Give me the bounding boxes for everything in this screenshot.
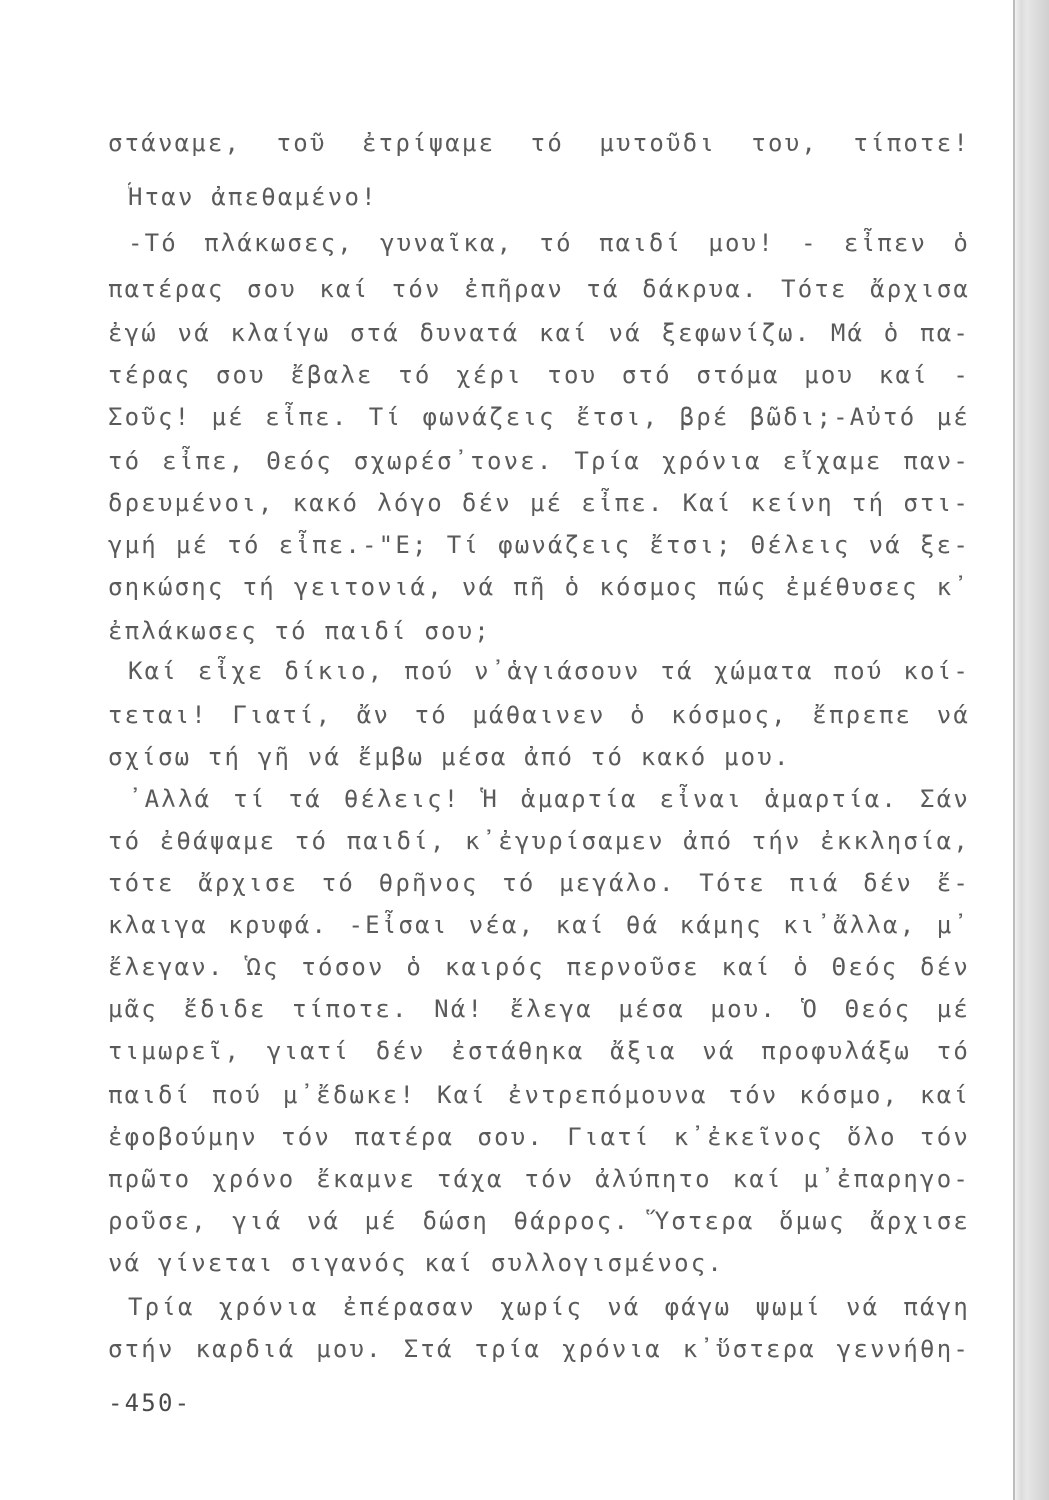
text-line: τέρας σου ἔβαλε τό χέρι του στό στόμα μου καί - [108, 361, 970, 389]
text-line: ἐπλάκωσες τό παιδί σου; [108, 617, 491, 645]
page-edge-shadow [1015, 0, 1049, 1500]
text-line: Καί εἶχε δίκιο, πού ν᾽ἁγιάσουν τά χώματα πού κοί- [128, 657, 970, 685]
text-line: τεται! Γιατί, ἄν τό μάθαινεν ὁ κόσμος, ἔπρεπε νά [108, 701, 970, 729]
text-line: κλαιγα κρυφά. -Εἶσαι νέα, καί θά κάμης κι᾽ἄλλα, μ᾽ [108, 911, 970, 939]
text-line: σηκώσης τή γειτονιά, νά πῆ ὁ κόσμος πώς ἐμέθυσες κ᾽ [108, 573, 970, 601]
text-line: στήν καρδιά μου. Στά τρία χρόνια κ᾽ὕστερα γεννήθη- [108, 1335, 970, 1363]
page-number: -450- [108, 1389, 192, 1417]
text-line: πατέρας σου καί τόν ἐπῆραν τά δάκρυα. Τότε ἄρχισα [108, 275, 970, 303]
text-line: δρευμένοι, κακό λόγο δέν μέ εἶπε. Καί κείνη τή στι- [108, 489, 970, 517]
text-line: τό ἐθάψαμε τό παιδί, κ᾽ἐγυρίσαμεν ἀπό τήν ἐκκλησία, [108, 827, 970, 855]
text-line: τότε ἄρχισε τό θρῆνος τό μεγάλο. Τότε πιά δέν ἔ- [108, 869, 970, 897]
text-line: μᾶς ἔδιδε τίποτε. Νά! ἔλεγα μέσα μου. Ὁ Θεός μέ [108, 995, 970, 1023]
text-line: τό εἶπε, Θεός σχωρέσ᾽τονε. Τρία χρόνια εἴχαμε παν- [108, 447, 970, 475]
text-line: ἐγώ νά κλαίγω στά δυνατά καί νά ξεφωνίζω. Μά ὁ πα- [108, 319, 970, 347]
text-line: στάναμε, τοῦ ἐτρίψαμε τό μυτοῦδι του, τίποτε! [108, 129, 970, 157]
text-line: Σοῦς! μέ εἶπε. Τί φωνάζεις ἔτσι, βρέ βῶδι;-Αὐτό μέ [108, 403, 970, 431]
text-line: Ἦταν ἀπεθαμένο! [128, 183, 378, 211]
text-line: πρῶτο χρόνο ἔκαμνε τάχα τόν ἀλύπητο καί μ᾽ἐπαρηγο- [108, 1165, 970, 1193]
text-line: ροῦσε, γιά νά μέ δώση θάρρος. Ὕστερα ὅμως ἄρχισε [108, 1207, 970, 1235]
text-line: ἔλεγαν. Ὡς τόσον ὁ καιρός περνοῦσε καί ὁ Θεός δέν [108, 953, 970, 981]
text-line: σχίσω τή γῆ νά ἔμβω μέσα ἀπό τό κακό μου. [108, 743, 791, 771]
text-line: Τρία χρόνια ἐπέρασαν χωρίς νά φάγω ψωμί νά πάγη [128, 1293, 970, 1321]
text-line: παιδί πού μ᾽ἔδωκε! Καί ἐντρεπόμουνα τόν κόσμο, καί [108, 1081, 970, 1109]
text-line: τιμωρεῖ, γιατί δέν ἐστάθηκα ἄξια νά προφυλάξω τό [108, 1037, 970, 1065]
text-line: -Τό πλάκωσες, γυναῖκα, τό παιδί μου! - εἶπεν ὁ [128, 229, 970, 257]
text-line: νά γίνεται σιγανός καί συλλογισμένος. [108, 1249, 725, 1277]
text-line: ᾽Αλλά τί τά θέλεις! Ἡ ἁμαρτία εἶναι ἁμαρτία. Σάν [128, 785, 970, 813]
text-line: γμή μέ τό εἶπε.-"Ε; Τί φωνάζεις ἔτσι; Θέλεις νά ξε- [108, 531, 970, 559]
text-line: ἐφοβούμην τόν πατέρα σου. Γιατί κ᾽ἐκεῖνος ὅλο τόν [108, 1123, 970, 1151]
